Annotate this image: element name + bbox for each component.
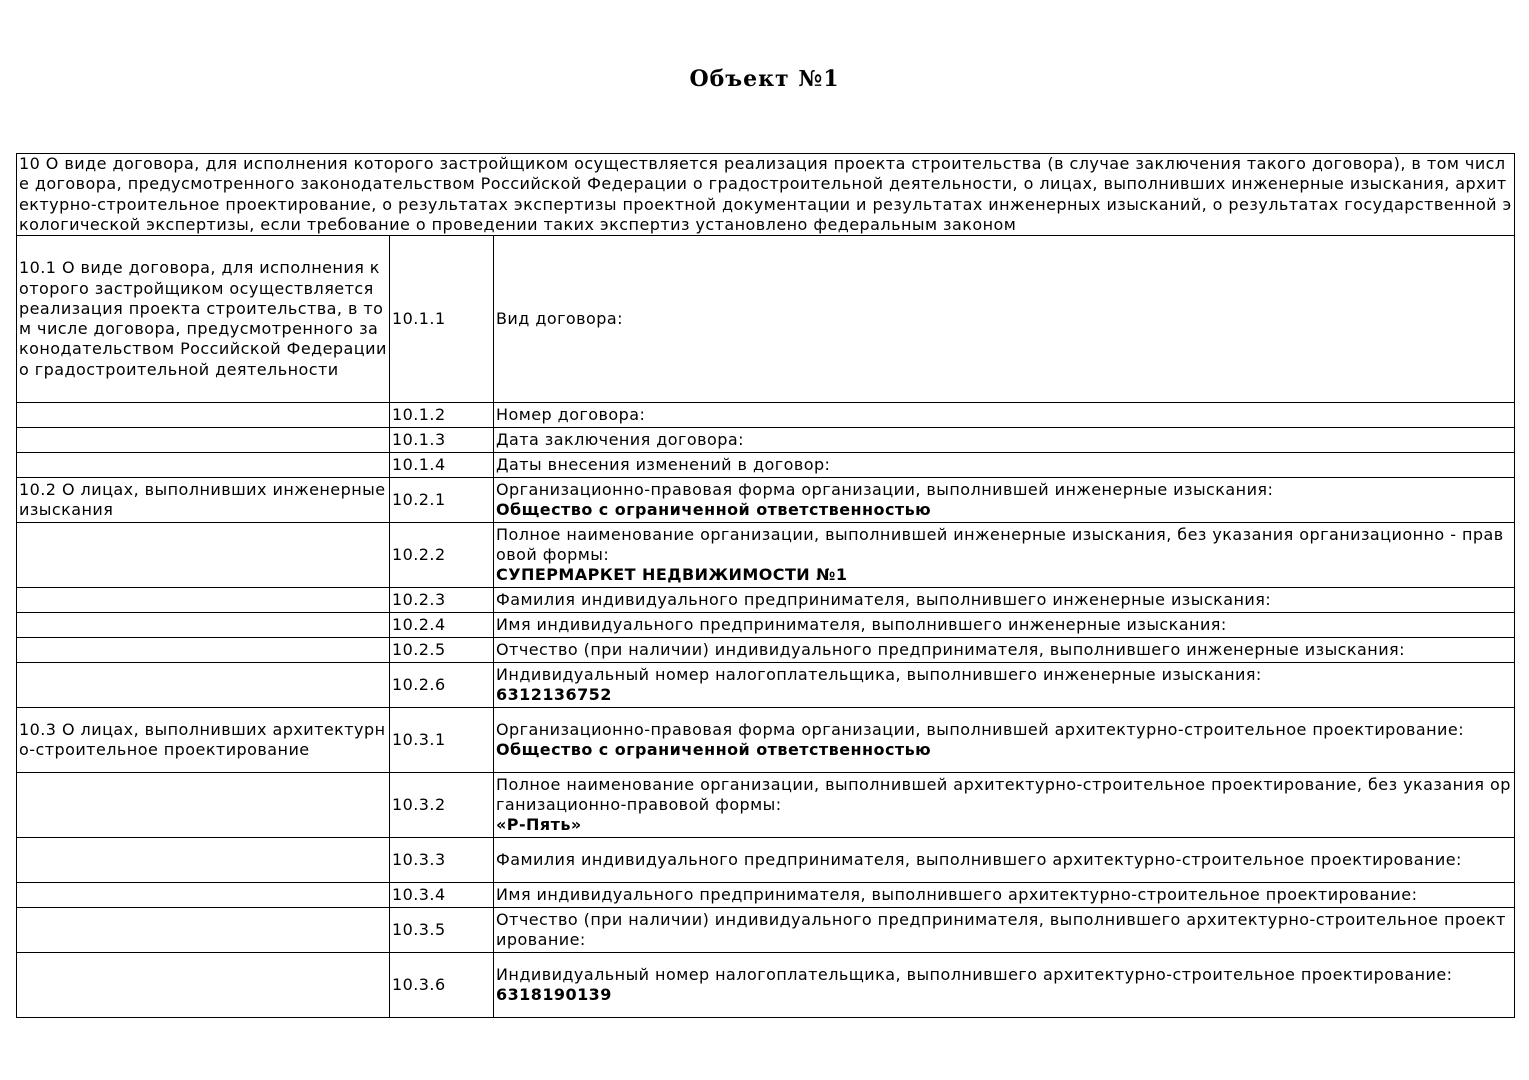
table-row [17, 523, 1515, 588]
row-label: Индивидуальный номер налогоплательщика, выполнившего архитектурно-строительное проектирование: [496, 964, 1453, 984]
row-label: Отчество (при наличии) индивидуального предпринимателя, выполнившего инженерные изыскания: [496, 640, 1405, 660]
empty-section-cell [17, 453, 390, 478]
empty-section-cell [17, 403, 390, 428]
row-content [494, 613, 1515, 638]
table-row [17, 403, 1515, 428]
empty-section-cell [17, 588, 390, 613]
row-content [494, 403, 1515, 428]
row-content [494, 638, 1515, 663]
table-row [17, 478, 1515, 523]
row-number: 10.3.3 [390, 838, 494, 883]
row-content [494, 953, 1515, 1018]
row-number: 10.2.6 [390, 663, 494, 708]
empty-section-cell [17, 523, 390, 588]
row-number: 10.2.1 [390, 478, 494, 523]
row-label: Дата заключения договора: [496, 430, 744, 450]
table-row [17, 663, 1515, 708]
section-10-3-title: 10.3 О лицах, выполнивших архитектурно-строительное проектирование [17, 708, 390, 773]
empty-section-cell [17, 953, 390, 1018]
empty-section-cell [17, 773, 390, 838]
row-label: Организационно-правовая форма организации, выполнившей архитектурно-строительное проектирование: [496, 719, 1465, 739]
table-row [17, 838, 1515, 883]
row-content [494, 883, 1515, 908]
empty-section-cell [17, 638, 390, 663]
row-label: Полное наименование организации, выполнившей архитектурно-строительное проектирование, без указания организационно-правовой формы: [496, 774, 1511, 815]
table-row [17, 708, 1515, 773]
row-label: Вид договора: [496, 309, 623, 329]
row-label: Имя индивидуального предпринимателя, выполнившего инженерные изыскания: [496, 615, 1227, 635]
row-label: Даты внесения изменений в договор: [496, 455, 831, 475]
empty-section-cell [17, 883, 390, 908]
table-row [17, 908, 1515, 953]
row-label: Отчество (при наличии) индивидуального предпринимателя, выполнившего архитектурно-строительное проектирование: [496, 909, 1506, 950]
row-content [494, 708, 1515, 773]
row-content [494, 588, 1515, 613]
empty-section-cell [17, 428, 390, 453]
section-10-1-title: 10.1 О виде договора, для исполнения которого застройщиком осуществляется реализация проекта строительства, в том числе договора, предусмотренного законодательством Российской Федерации о градостроительной деятельности [17, 236, 390, 403]
table-row [17, 638, 1515, 663]
table-row [17, 453, 1515, 478]
row-label: Фамилия индивидуального предпринимателя, выполнившего архитектурно-строительное проектирование: [496, 850, 1462, 870]
row-label: Фамилия индивидуального предпринимателя, выполнившего инженерные изыскания: [496, 590, 1272, 610]
empty-section-cell [17, 908, 390, 953]
row-number: 10.1.4 [390, 453, 494, 478]
row-number: 10.3.6 [390, 953, 494, 1018]
row-number: 10.2.5 [390, 638, 494, 663]
empty-section-cell [17, 663, 390, 708]
row-number: 10.1.1 [390, 236, 494, 403]
empty-section-cell [17, 613, 390, 638]
row-label: Индивидуальный номер налогоплательщика, выполнившего инженерные изыскания: [496, 664, 1262, 684]
table-row [17, 236, 1515, 403]
row-content [494, 773, 1515, 838]
row-number: 10.2.2 [390, 523, 494, 588]
section-10-header: 10 О виде договора, для исполнения которого застройщиком осуществляется реализация проекта строительства (в случае заключения такого договора), в том числе договора, предусмотренного законодательством Российской Федерации о градостроительной деятельности, о лицах, выполнивших инженерные изыскания, архитектурно-строительное проектирование, о результатах экспертизы проектной документации и результатах инженерных изысканий, о результатах государственной экологической экспертизы, если требование о проведении таких экспертиз установлено федеральным законом [17, 154, 1515, 236]
row-content [494, 663, 1515, 708]
row-value: 6312136752 [496, 685, 612, 705]
row-content [494, 838, 1515, 883]
table-row [17, 428, 1515, 453]
row-number: 10.1.2 [390, 403, 494, 428]
row-content [494, 428, 1515, 453]
row-content [494, 453, 1515, 478]
empty-section-cell [17, 838, 390, 883]
row-label: Полное наименование организации, выполнившей инженерные изыскания, без указания организационно - правовой формы: [496, 524, 1504, 565]
table-row [17, 953, 1515, 1018]
row-content [494, 478, 1515, 523]
row-value: Общество с ограниченной ответственностью [496, 740, 932, 760]
row-number: 10.2.4 [390, 613, 494, 638]
row-label: Организационно-правовая форма организации, выполнившей инженерные изыскания: [496, 479, 1274, 499]
row-content [494, 908, 1515, 953]
row-number: 10.3.5 [390, 908, 494, 953]
row-number: 10.1.3 [390, 428, 494, 453]
row-label: Имя индивидуального предпринимателя, выполнившего архитектурно-строительное проектирование: [496, 885, 1418, 905]
table-row [17, 588, 1515, 613]
section-10-2-title: 10.2 О лицах, выполнивших инженерные изыскания [17, 478, 390, 523]
row-label: Номер договора: [496, 405, 646, 425]
disclosure-table [16, 153, 1515, 1018]
row-content [494, 236, 1515, 403]
table-row [17, 883, 1515, 908]
table-header-row [17, 154, 1515, 236]
row-number: 10.3.2 [390, 773, 494, 838]
row-number: 10.3.1 [390, 708, 494, 773]
row-value: СУПЕРМАРКЕТ НЕДВИЖИМОСТИ №1 [496, 565, 848, 585]
row-content [494, 523, 1515, 588]
row-value: «Р-Пять» [496, 815, 582, 835]
table-row [17, 773, 1515, 838]
row-number: 10.3.4 [390, 883, 494, 908]
row-value: Общество с ограниченной ответственностью [496, 500, 932, 520]
page-title: Объект №1 [689, 66, 840, 92]
row-value: 6318190139 [496, 985, 612, 1005]
row-number: 10.2.3 [390, 588, 494, 613]
table-row [17, 613, 1515, 638]
